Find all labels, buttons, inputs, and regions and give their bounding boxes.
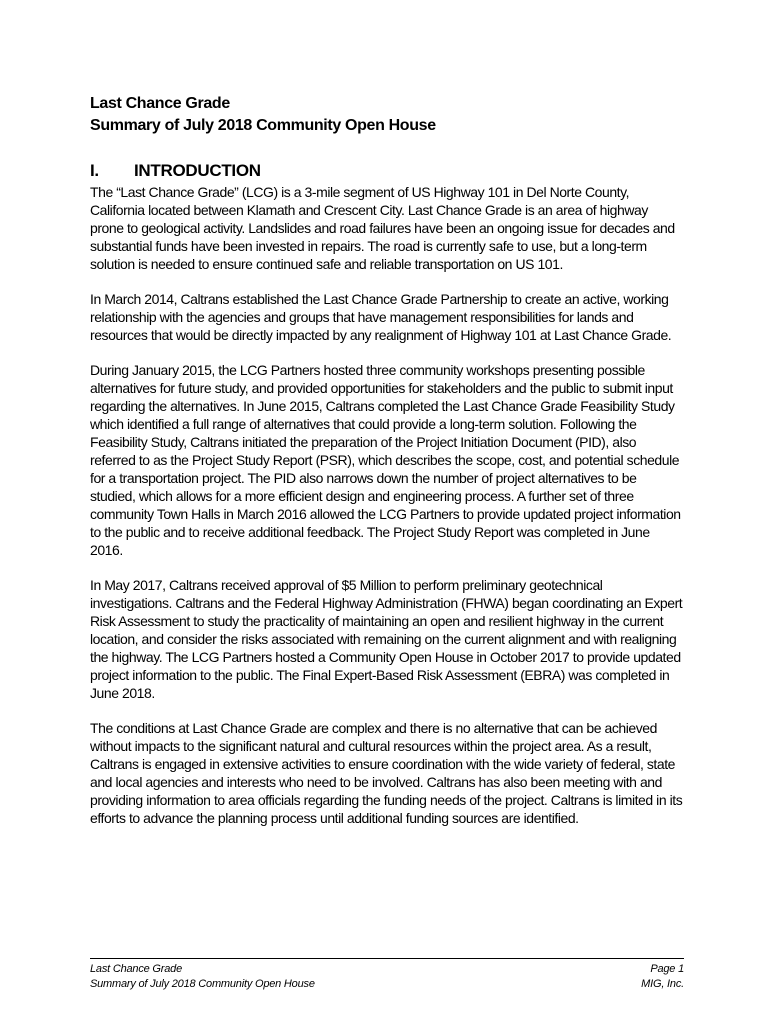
section-heading: [90, 159, 684, 183]
body-text: [90, 183, 684, 844]
paragraph-5: The conditions at Last Chance Grade are complex and there is no alternative that can be achieved without impacts to the significant natural and cultural resources within the project area. As a result, Caltrans is engaged in extensive activities to ensure coordination with the wide variety of federal, state and local agencies and interests who need to be involved. Caltrans has also been meeting with and providing information to area officials regarding the funding needs of the project. Caltrans is limited in its efforts to advance the planning process until additional funding sources are identified.: [90, 720, 683, 826]
footer-page-number: Page 1: [650, 963, 684, 975]
document-page: [90, 0, 684, 1024]
paragraph-3: During January 2015, the LCG Partners hosted three community workshops presenting possible alternatives for future study, and provided opportunities for stakeholders and the public to submit input regarding the alternatives. In June 2015, Caltrans completed the Last Chance Grade Feasibility Study which identified a full range of alternatives that could provide a long-term solution. Following the Feasibility Study, Caltrans initiated the preparation of the Project Initiation Document (PID), also referred to as the Project Study Report (PSR), which describes the scope, cost, and potential schedule for a transportation project. The PID also narrows down the number of project alternatives to be studied, which allows for a more efficient design and engineering process. A further set of three community Town Halls in March 2016 allowed the LCG Partners to provide updated project information to the public and to receive additional feedback. The Project Study Report was completed in June 2016.: [90, 362, 681, 558]
paragraph-1: The “Last Chance Grade” (LCG) is a 3-mile segment of US Highway 101 in Del Norte County, California located between Klamath and Crescent City. Last Chance Grade is an area of highway prone to geological activity. Landslides and road failures have been an ongoing issue for decades and substantial funds have been invested in repairs. The road is currently safe to use, but a long-term solution is needed to ensure continued safe and reliable transportation on US 101.: [90, 184, 675, 272]
paragraph-4: In May 2017, Caltrans received approval of $5 Million to perform preliminary geotechnical investigations. Caltrans and the Federal Highway Administration (FHWA) began coordinating an Expert Risk Assessment to study the practicality of maintaining an open and resilient highway in the current location, and consider the risks associated with remaining on the current alignment and with realigning the highway. The LCG Partners hosted a Community Open House in October 2017 to provide updated project information to the public. The Final Expert-Based Risk Assessment (EBRA) was completed in June 2018.: [90, 577, 683, 701]
section-number: I.: [90, 161, 99, 180]
footer-row-2: [90, 977, 684, 992]
page-footer: [90, 958, 684, 992]
footer-row-1: [90, 962, 684, 977]
document-title-line-2: Summary of July 2018 Community Open House: [90, 117, 436, 134]
document-title-line-1: Last Chance Grade: [90, 95, 230, 112]
footer-document-name: Last Chance Grade: [90, 963, 182, 975]
footer-document-subtitle: Summary of July 2018 Community Open House: [90, 978, 315, 990]
section-title: INTRODUCTION: [134, 161, 261, 180]
footer-author: MIG, Inc.: [641, 978, 684, 990]
paragraph-2: In March 2014, Caltrans established the Last Chance Grade Partnership to create an active, working relationship with the agencies and groups that have management responsibilities for lands and resources that would be directly impacted by any realignment of Highway 101 at Last Chance Grade.: [90, 291, 672, 343]
document-title: [90, 93, 684, 137]
